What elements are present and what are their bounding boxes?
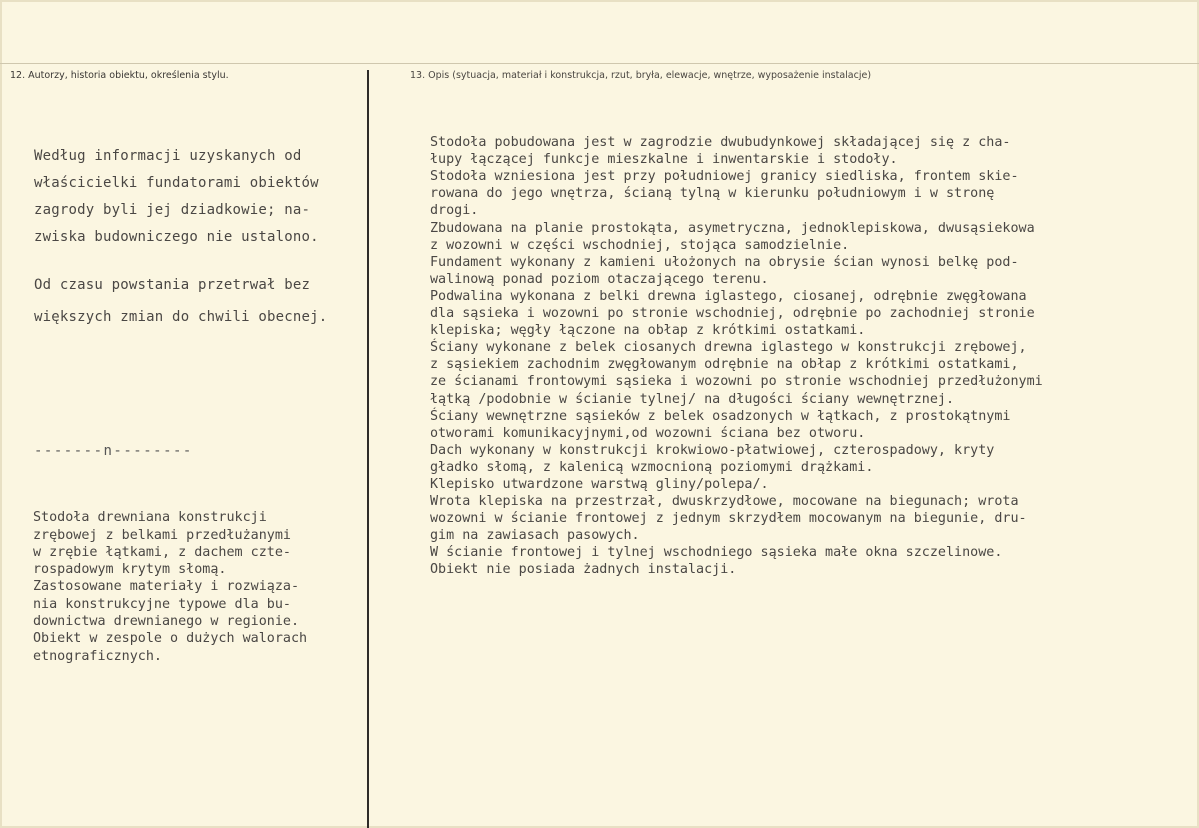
text-line: większych zmian do chwili obecnej. <box>34 309 328 325</box>
text-line: Stodoła pobudowana jest w zagrodzie dwubudynkowej składającej się z cha- <box>430 135 1011 151</box>
style-description-text <box>33 492 307 682</box>
text-line: rospadowym krytym słomą. <box>33 562 227 578</box>
text-line: etnograficznych. <box>33 648 162 664</box>
text-line: ze ścianami frontowymi sąsieka i wozowni po stronie wschodniej przedłużonymi <box>430 374 1043 390</box>
text-line: rowana do jego wnętrza, ścianą tylną w kierunku południowym i w stronę <box>430 186 995 202</box>
text-line: otworami komunikacyjnymi,od wozowni ściana bez otworu. <box>430 425 866 441</box>
separator-line: -------n-------- <box>34 443 193 459</box>
text-line: Fundament wykonany z kamieni ułożonych na obrysie ścian wynosi belkę pod- <box>430 254 1019 270</box>
text-line: Obiekt w zespole o dużych walorach <box>33 631 308 647</box>
section-12-header: 12. Autorzy, historia obiektu, określenia stylu. <box>10 70 229 81</box>
text-line: Wrota klepiska na przestrzał, dwuskrzydłowe, mocowane na biegunach; wrota <box>430 494 1019 510</box>
text-line: z sąsiekiem zachodnim zwęgłowanym odrębnie na obłap z krótkimi ostatkami, <box>430 357 1019 373</box>
text-line: wozowni w ścianie frontowej z jednym skrzydłem mocowanym na biegunie, dru- <box>430 511 1027 527</box>
text-line: walinową ponad poziom otaczającego terenu. <box>430 271 769 287</box>
text-line: Stodoła drewniana konstrukcji <box>33 510 267 526</box>
text-line: właścicielki fundatorami obiektów <box>34 175 319 191</box>
text-line: nia konstrukcyjne typowe dla bu- <box>33 596 291 612</box>
column-divider <box>367 70 369 828</box>
text-line: Klepisko utwardzone warstwą gliny/polepa/. <box>430 476 769 492</box>
text-line: Ściany wykonane z belek ciosanych drewna iglastego w konstrukcji zrębowej, <box>430 340 1027 356</box>
text-line: w zrębie łątkami, z dachem czte- <box>33 544 291 560</box>
text-line: dla sąsieka i wozowni po stronie wschodniej, odrębnie po zachodniej stronie <box>430 306 1035 322</box>
text-line: drogi. <box>430 203 479 219</box>
top-divider <box>0 63 1199 64</box>
text-line: łupy łączącej funkcje mieszkalne i inwentarskie i stodoły. <box>430 152 898 168</box>
section-13-header: 13. Opis (sytuacja, materiał i konstrukcja, rzut, bryła, elewacje, wnętrze, wyposażenie instalacje) <box>410 70 872 81</box>
text-line: zwiska budowniczego nie ustalono. <box>34 229 319 245</box>
text-line: z wozowni w części wschodniej, stojąca samodzielnie. <box>430 237 850 253</box>
text-line: gim na zawiasach pasowych. <box>430 528 640 544</box>
text-line: Stodoła wzniesiona jest przy południowej granicy siedliska, frontem skie- <box>430 169 1019 185</box>
text-line: Zastosowane materiały i rozwiąza- <box>33 579 300 595</box>
text-line: Podwalina wykonana z belki drewna iglastego, ciosanej, odrębnie zwęgłowana <box>430 288 1027 304</box>
text-line: Według informacji uzyskanych od <box>34 148 302 164</box>
preservation-text <box>34 237 327 365</box>
text-line: W ścianie frontowej i tylnej wschodniego sąsieka małe okna szczelinowe. <box>430 545 1003 561</box>
text-line: zrębowej z belkami przedłużanymi <box>33 527 291 543</box>
text-line: Zbudowana na planie prostokąta, asymetryczna, jednoklepiskowa, dwusąsiekowa <box>430 220 1035 236</box>
text-line: łątką /podobnie w ścianie tylnej/ na długości ściany wewnętrznej. <box>430 391 955 407</box>
object-description-text <box>430 117 1043 596</box>
text-line: zagrody byli jej dziadkowie; na- <box>34 202 311 218</box>
text-line: Dach wykonany w konstrukcji krokwiowo-płatwiowej, czterospadowy, kryty <box>430 442 995 458</box>
text-line: downictwa drewnianego w regionie. <box>33 614 300 630</box>
text-line: Od czasu powstania przetrwał bez <box>34 277 311 293</box>
text-line: gładko słomą, z kalenicą wzmocnioną poziomymi drążkami. <box>430 459 874 475</box>
text-line: Ściany wewnętrzne sąsieków z belek osadzonych w łątkach, z prostokątnymi <box>430 408 1011 424</box>
text-line: klepiska; węgły łączone na obłap z krótkimi ostatkami. <box>430 323 866 339</box>
text-line: Obiekt nie posiada żadnych instalacji. <box>430 562 737 578</box>
